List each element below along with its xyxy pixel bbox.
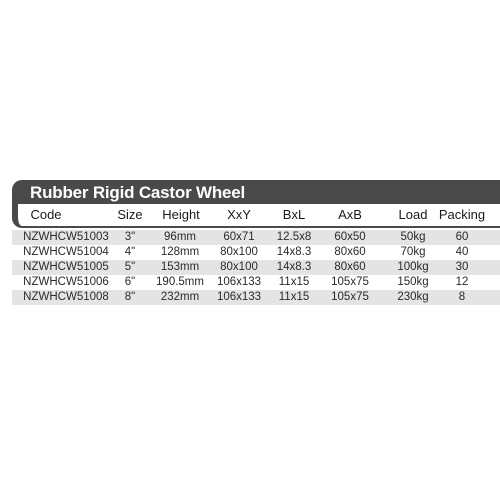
table-row: [12, 230, 500, 245]
cell-load: 100kg: [397, 261, 429, 273]
cell-load: 150kg: [397, 276, 429, 288]
header-bxl: BxL: [282, 207, 306, 222]
cell-size: 3": [124, 231, 136, 243]
cell-height: 153mm: [160, 261, 200, 273]
cell-xxy: 106x133: [216, 291, 262, 303]
cell-bxl: 11x15: [278, 276, 310, 288]
cell-axb: 60x50: [334, 231, 366, 243]
table-row: [12, 275, 500, 290]
table-body: [12, 230, 500, 305]
cell-axb: 80x60: [334, 246, 366, 258]
cell-code: NZWHCW51005: [23, 261, 109, 273]
header-size: Size: [117, 207, 143, 222]
cell-axb: 80x60: [334, 261, 366, 273]
cell-bxl: 14x8.3: [276, 261, 312, 273]
cell-xxy: 106x133: [216, 276, 262, 288]
cell-bxl: 12.5x8: [276, 231, 312, 243]
cell-code: NZWHCW51004: [23, 246, 109, 258]
cell-packing: 12: [455, 276, 469, 288]
cell-size: 6": [124, 276, 136, 288]
cell-bxl: 14x8.3: [276, 246, 312, 258]
cell-height: 190.5mm: [156, 276, 204, 288]
cell-height: 232mm: [160, 291, 200, 303]
cell-load: 230kg: [397, 291, 429, 303]
cell-xxy: 80x100: [220, 246, 258, 258]
cell-xxy: 60x71: [223, 231, 255, 243]
cell-load: 70kg: [400, 246, 426, 258]
cell-size: 4": [124, 246, 136, 258]
spec-table: [12, 180, 500, 305]
cell-packing: 8: [458, 291, 466, 303]
cell-packing: 30: [455, 261, 469, 273]
table-title: Rubber Rigid Castor Wheel: [12, 180, 500, 204]
header-row: [12, 204, 500, 228]
header-packing: Packing: [438, 207, 486, 222]
header-load: Load: [398, 207, 428, 222]
cell-packing: 60: [455, 231, 469, 243]
cell-xxy: 80x100: [220, 261, 258, 273]
cell-load: 50kg: [400, 231, 426, 243]
cell-code: NZWHCW51008: [23, 291, 109, 303]
cell-axb: 105x75: [331, 291, 369, 303]
cell-size: 5": [124, 261, 136, 273]
cell-size: 8": [124, 291, 136, 303]
table-row: [12, 260, 500, 275]
cell-height: 96mm: [164, 231, 196, 243]
cell-bxl: 11x15: [278, 291, 310, 303]
cell-code: NZWHCW51003: [23, 231, 109, 243]
cell-axb: 105x75: [331, 276, 369, 288]
header-height: Height: [162, 207, 200, 222]
table-row: [12, 290, 500, 305]
cell-code: NZWHCW51006: [23, 276, 109, 288]
header-axb: AxB: [338, 207, 362, 222]
cell-packing: 40: [455, 246, 469, 258]
cell-height: 128mm: [160, 246, 200, 258]
header-xxy: XxY: [227, 207, 251, 222]
table-row: [12, 245, 500, 260]
header-code: Code: [30, 207, 62, 222]
